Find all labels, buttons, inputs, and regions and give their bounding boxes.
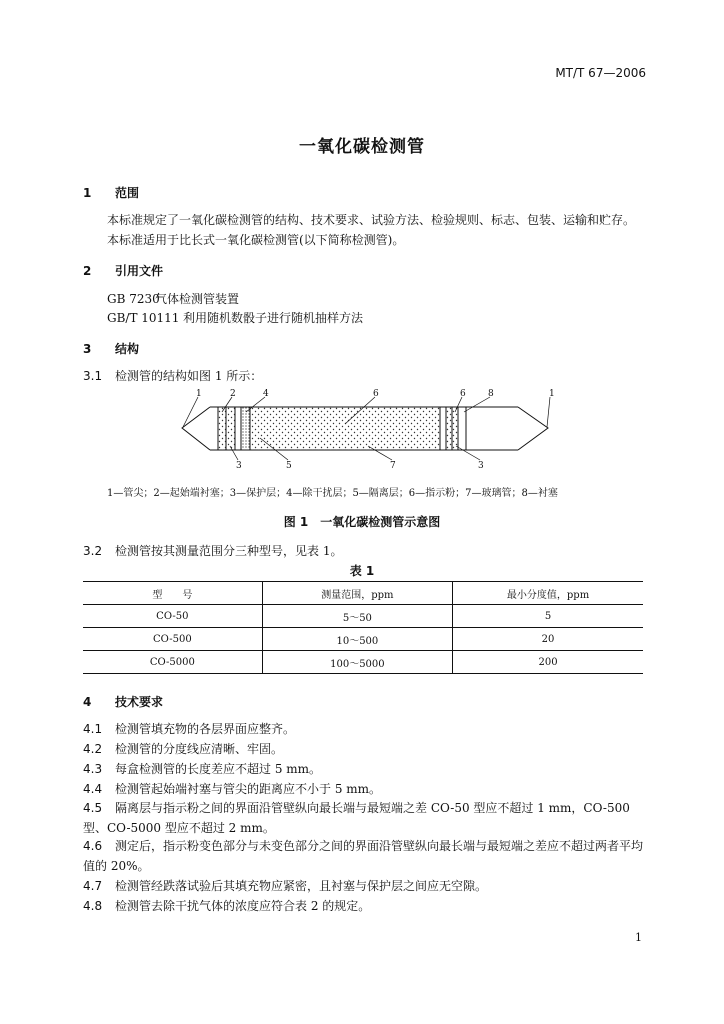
clause-4-2: [83, 740, 283, 757]
reference-name: 气体检测管装置: [155, 292, 240, 306]
model-table: [83, 581, 643, 674]
section-3-heading: [83, 340, 139, 357]
label-tip: 1: [549, 389, 555, 399]
clause-text: 检测管按其测量范围分三种型号，见表 1。: [115, 544, 343, 558]
detector-tube-diagram: [170, 386, 570, 474]
section-number: 3: [83, 342, 92, 356]
clause-number: 3.2: [83, 544, 103, 558]
clause-number: 4.1: [83, 722, 103, 736]
reference-code: GB/T 10111: [107, 311, 180, 325]
clause-4-3: [83, 760, 321, 777]
table-cell: 200: [453, 651, 643, 674]
clause-number: 4.3: [83, 762, 103, 776]
page-title: 一氧化碳检测管: [299, 137, 425, 157]
standard-code: MT/T 67—2006: [555, 66, 646, 80]
page-number: 1: [635, 931, 642, 944]
reference-name: 利用随机数骰子进行随机抽样方法: [183, 311, 364, 325]
section-number: 4: [83, 695, 92, 709]
table-header: 最小分度值，ppm: [453, 582, 643, 605]
reference-item: [107, 309, 363, 326]
clause-4-4: [83, 780, 381, 797]
clause-text: 检测管填充物的各层界面应整齐。: [115, 722, 296, 736]
clause-4-1: [83, 720, 295, 737]
label-plug: 8: [488, 389, 494, 399]
clause-3-1: [83, 367, 262, 384]
clause-text: 检测管去除干扰气体的浓度应符合表 2 的规定。: [115, 899, 371, 913]
clause-number: 4.8: [83, 899, 103, 913]
table-cell: 10～500: [262, 628, 452, 651]
table-cell: 5: [453, 605, 643, 628]
clause-text: 每盒检测管的长度差应不超过 5 mm。: [115, 762, 322, 776]
table-row: [83, 651, 643, 674]
section-number: 2: [83, 264, 92, 278]
table-cell: 20: [453, 628, 643, 651]
table-cell: CO-500: [83, 628, 262, 651]
section-1-heading: [83, 184, 139, 201]
reference-item: [107, 290, 239, 307]
section-4-heading: [83, 693, 163, 710]
figure-legend: 1—管尖；2—起始端衬塞；3—保护层；4—除干扰层；5—隔离层；6—指示粉；7—玻璃管；8—衬塞: [107, 488, 558, 499]
section-number: 1: [83, 186, 92, 200]
figure-caption: 图 1 一氧化碳检测管示意图: [283, 515, 441, 529]
table-row: [83, 628, 643, 651]
label-protection-layer: 3: [478, 461, 484, 471]
clause-number: 3.1: [83, 369, 103, 383]
clause-text: 测定后，指示粉变色部分与未变色部分之间的界面沿管壁纵向最长端与最短端之差应不超过两者平均值的 20%。: [83, 839, 644, 873]
clause-number: 4.5: [83, 801, 103, 815]
reference-code: GB 7230: [107, 292, 160, 306]
paragraph: 本标准规定了一氧化碳检测管的结构、技术要求、试验方法、检验规则、标志、包装、运输和贮存。: [107, 213, 636, 227]
table-cell: CO-5000: [83, 651, 262, 674]
indicator-powder: [250, 407, 440, 450]
clause-4-8: [83, 897, 370, 914]
table-row: [83, 605, 643, 628]
label-tip: 1: [196, 389, 202, 399]
clause-text: 检测管的分度线应清晰、牢固。: [115, 742, 284, 756]
section-title: 技术要求: [115, 695, 164, 709]
clause-4-7: [83, 877, 487, 894]
clause-text: 隔离层与指示粉之间的界面沿管壁纵向最长端与最短端之差 CO-50 型应不超过 1 mm，CO-500 型、CO-5000 型应不超过 2 mm。: [83, 801, 630, 835]
clause-text: 检测管经跌落试验后其填充物应紧密，且衬塞与保护层之间应无空隙。: [115, 879, 488, 893]
label-glass-tube: 7: [390, 461, 396, 471]
label-interference-layer: 4: [263, 389, 269, 399]
section-2-heading: [83, 262, 163, 279]
table-cell: 100～5000: [262, 651, 452, 674]
label-protection-layer: 3: [236, 461, 242, 471]
table-header-row: [83, 582, 643, 605]
clause-number: 4.7: [83, 879, 103, 893]
table-header: 测量范围，ppm: [262, 582, 452, 605]
clause-text: 检测管起始端衬塞与管尖的距离应不小于 5 mm。: [115, 782, 382, 796]
table-cell: CO-50: [83, 605, 262, 628]
clause-4-6: [83, 836, 645, 876]
clause-number: 4.6: [83, 839, 103, 853]
interference-removal-layer: [241, 407, 250, 450]
clause-number: 4.2: [83, 742, 103, 756]
clause-3-2: [83, 542, 342, 559]
clause-number: 4.4: [83, 782, 103, 796]
table-title: 表 1: [349, 564, 375, 578]
section-title: 引用文件: [115, 264, 164, 278]
table-header: 型 号: [83, 582, 262, 605]
label-isolation-layer: 5: [286, 461, 292, 471]
table-cell: 5～50: [262, 605, 452, 628]
label-start-plug: 2: [230, 389, 236, 399]
label-indicator-powder: 6: [373, 389, 379, 399]
label-indicator-powder: 6: [460, 389, 466, 399]
clause-4-5: [83, 798, 645, 838]
paragraph: 本标准适用于比长式一氧化碳检测管(以下简称检测管)。: [107, 233, 405, 247]
section-title: 结构: [115, 342, 140, 356]
clause-text: 检测管的结构如图 1 所示：: [115, 369, 263, 383]
section-title: 范围: [115, 186, 140, 200]
